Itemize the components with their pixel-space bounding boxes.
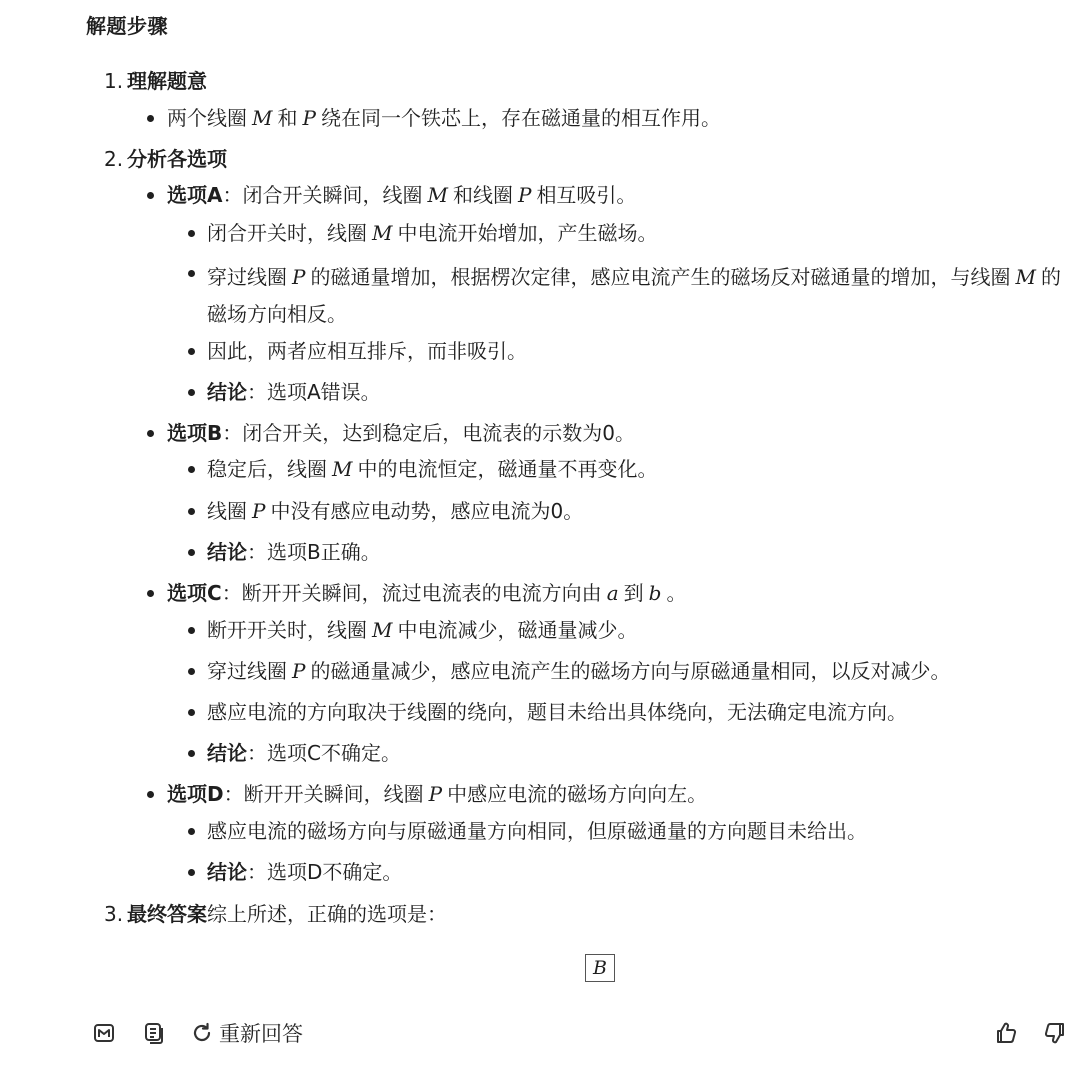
thumbs-down-icon-svg — [1043, 1021, 1067, 1045]
bullet-icon — [188, 869, 195, 876]
step-number: 3. — [104, 902, 124, 926]
section-heading: 解题步骤 — [86, 14, 168, 38]
final-answer-line: 最终答案综上所述，正确的选项是： — [127, 902, 447, 926]
bullet-icon — [147, 590, 154, 597]
refresh-icon — [191, 1022, 213, 1044]
regenerate-button[interactable] — [191, 1020, 303, 1046]
list-item: 感应电流的磁场方向与原磁通量方向相同，但原磁通量的方向题目未给出。 — [207, 819, 867, 843]
list-item: 两个线圈 M 和 P 绕在同一个铁芯上，存在磁通量的相互作用。 — [167, 106, 721, 130]
bullet-icon — [188, 466, 195, 473]
bullet-icon — [147, 115, 154, 122]
bullet-icon — [188, 549, 195, 556]
thumbs-up-icon[interactable] — [993, 1020, 1019, 1046]
bullet-icon — [188, 389, 195, 396]
list-item: 断开开关时，线圈 M 中电流减少，磁通量减少。 — [207, 618, 638, 642]
bullet-icon — [147, 791, 154, 798]
thumbs-up-icon-svg — [994, 1021, 1018, 1045]
bullet-icon — [188, 270, 195, 277]
bullet-icon — [188, 750, 195, 757]
bullet-icon — [188, 627, 195, 634]
option-a-line: 选项A：闭合开关瞬间，线圈 M 和线圈 P 相互吸引。 — [167, 183, 637, 207]
regenerate-label: 重新回答 — [219, 1022, 303, 1046]
list-item: 感应电流的方向取决于线圈的绕向，题目未给出具体绕向，无法确定电流方向。 — [207, 700, 907, 724]
list-item: 因此，两者应相互排斥，而非吸引。 — [207, 339, 527, 363]
copy-icon[interactable] — [142, 1020, 166, 1046]
bullet-icon — [188, 348, 195, 355]
bullet-icon — [147, 192, 154, 199]
step-title: 理解题意 — [127, 69, 207, 93]
bullet-icon — [147, 430, 154, 437]
list-item: 穿过线圈 P 的磁通量减少，感应电流产生的磁场方向与原磁通量相同，以反对减少。 — [207, 659, 951, 683]
bullet-icon — [188, 828, 195, 835]
step-title: 分析各选项 — [127, 147, 227, 171]
bullet-icon — [188, 230, 195, 237]
boxed-answer: B — [585, 954, 615, 982]
bullet-icon — [188, 709, 195, 716]
copy-icon-svg — [143, 1022, 165, 1044]
list-item: 稳定后，线圈 M 中的电流恒定，磁通量不再变化。 — [207, 457, 658, 481]
conclusion: 结论：选项B正确。 — [207, 540, 381, 564]
markdown-icon-svg — [93, 1022, 115, 1044]
bullet-icon — [188, 508, 195, 515]
list-item: 穿过线圈 P 的磁通量增加，根据楞次定律，感应电流产生的磁场反对磁通量的增加，与线圈 M 的磁场方向相反。 — [207, 265, 1061, 326]
step-number: 2. — [104, 147, 124, 171]
bullet-icon — [188, 668, 195, 675]
option-c-line: 选项C：断开开关瞬间，流过电流表的电流方向由 a 到 b 。 — [167, 581, 687, 605]
conclusion: 结论：选项D不确定。 — [207, 860, 403, 884]
markdown-icon[interactable] — [92, 1020, 116, 1046]
list-item: 线圈 P 中没有感应电动势，感应电流为0。 — [207, 499, 584, 523]
thumbs-down-icon[interactable] — [1042, 1020, 1068, 1046]
conclusion: 结论：选项A错误。 — [207, 380, 381, 404]
step-number: 1. — [104, 69, 124, 93]
list-item: 闭合开关时，线圈 M 中电流开始增加，产生磁场。 — [207, 221, 658, 245]
option-b-line: 选项B：闭合开关，达到稳定后，电流表的示数为0。 — [167, 421, 635, 445]
option-d-line: 选项D：断开开关瞬间，线圈 P 中感应电流的磁场方向向左。 — [167, 782, 708, 806]
conclusion: 结论：选项C不确定。 — [207, 741, 401, 765]
